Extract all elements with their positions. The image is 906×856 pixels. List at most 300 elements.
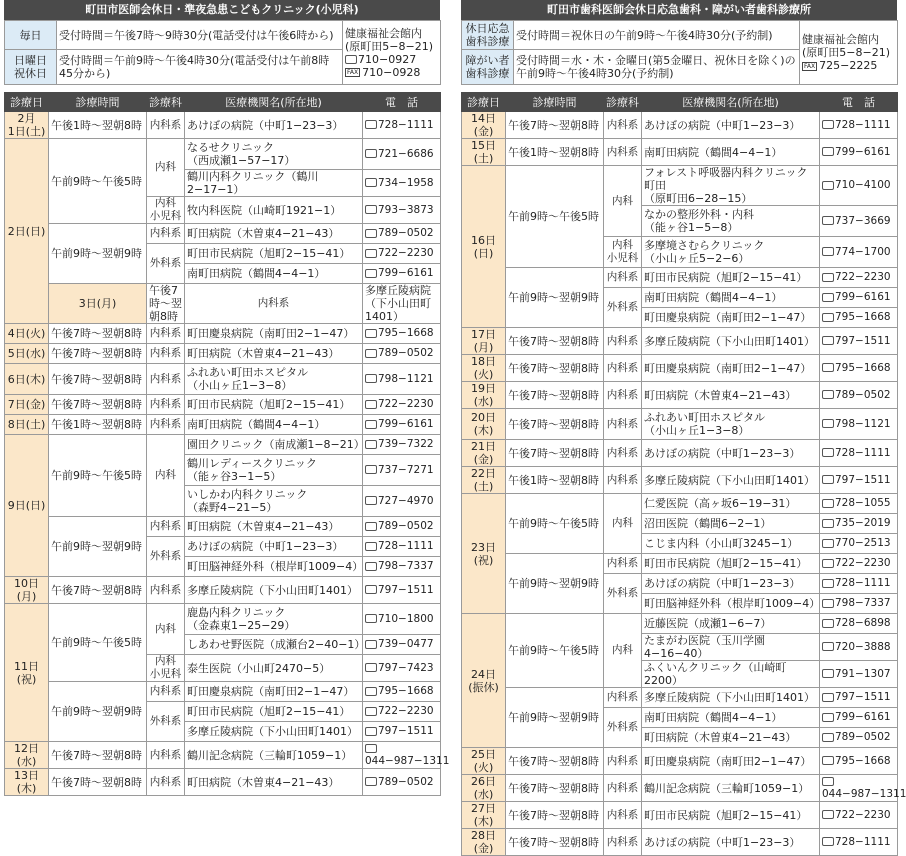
- phone-text: 735−2019: [835, 517, 891, 529]
- phone-number[interactable]: [363, 170, 441, 197]
- phone-number[interactable]: [363, 197, 441, 224]
- phone-text: 799−6161: [378, 267, 434, 279]
- contact-address: (原町田5−8−21): [802, 46, 891, 59]
- facility-name: 沼田医院（鶴間6−2−1）: [642, 514, 820, 534]
- phone-icon: [365, 249, 377, 258]
- date-cell: 27日(木): [462, 802, 506, 829]
- phone-icon: [822, 713, 834, 722]
- phone-text: 722−2230: [835, 557, 891, 569]
- phone-icon: [365, 420, 377, 429]
- phone-number[interactable]: [363, 557, 441, 577]
- phone-number[interactable]: [820, 574, 898, 594]
- department: 内科系: [604, 775, 642, 802]
- phone-text: 722−2230: [835, 808, 891, 821]
- phone-text: 797−1511: [378, 725, 434, 737]
- right-column: [461, 0, 906, 856]
- phone-text: 789−0502: [378, 775, 434, 788]
- facility-name: 多摩丘陵病院（下小山田町1401）: [642, 328, 820, 355]
- phone-text: 722−2230: [835, 271, 891, 283]
- contact-fax: FAX 725−2225: [804, 59, 878, 72]
- department: 内科系: [147, 395, 185, 415]
- facility-name: 南町田病院（鶴間4−4−1）: [185, 415, 363, 435]
- phone-text: 721−6686: [378, 147, 434, 160]
- phone-number[interactable]: [363, 577, 441, 604]
- info-label: 日曜日 祝休日: [5, 50, 57, 85]
- fax-icon: FAX: [804, 62, 816, 70]
- phone-icon: [365, 149, 377, 158]
- schedule-row: [462, 409, 898, 440]
- phone-icon: [822, 336, 834, 345]
- department: 内科: [147, 435, 185, 517]
- hours: 午前9時〜翌朝9時: [49, 517, 147, 577]
- phone-text: 728−1111: [835, 118, 891, 131]
- schedule-row: [5, 364, 441, 395]
- phone-icon: [365, 205, 377, 214]
- department: 外科系: [604, 288, 642, 328]
- contact-tel: 710−0927: [345, 53, 438, 66]
- phone-icon: [822, 120, 834, 129]
- department: 内科系: [604, 328, 642, 355]
- phone-icon: [365, 640, 377, 649]
- facility-name: 多摩丘陵病院（下小山田町1401）: [363, 284, 441, 324]
- department: 内科系: [604, 440, 642, 467]
- department: 内科系: [147, 682, 185, 702]
- phone-icon: [365, 562, 377, 571]
- phone-text: 795−1668: [835, 311, 891, 323]
- department: 内科系: [147, 742, 185, 769]
- phone-number[interactable]: [820, 688, 898, 708]
- facility-name: 鶴川記念病院（三輪町1059−1）: [642, 775, 820, 802]
- right-schedule-table: [461, 92, 906, 856]
- date-cell: 26日(水): [462, 775, 506, 802]
- phone-number[interactable]: [363, 517, 441, 537]
- phone-text: 720−3888: [835, 640, 891, 653]
- date-cell: 11日(祝): [5, 604, 49, 742]
- department: 内科系: [147, 415, 185, 435]
- facility-name: ふれあい町田ホスピタル （小山ヶ丘1−3−8）: [642, 409, 820, 440]
- phone-text: 774−1700: [835, 245, 891, 258]
- phone-number[interactable]: [820, 614, 898, 634]
- facility-name: 町田市民病院（旭町2−15−41）: [642, 554, 820, 574]
- facility-name: 鶴川内科クリニック（鶴川2−17−1）: [185, 170, 363, 197]
- facility-name: あけぼの病院（中町1−23−3）: [642, 574, 820, 594]
- phone-text: 789−0502: [378, 227, 434, 239]
- phone-text: 734−1958: [378, 176, 434, 189]
- date-cell: 15日(土): [462, 139, 506, 166]
- facility-name: 鹿島内科クリニック （金森東1−25−29）: [185, 604, 363, 635]
- phone-number[interactable]: [363, 364, 441, 395]
- phone-icon: [822, 693, 834, 702]
- phone-text: 799−6161: [835, 291, 891, 303]
- phone-number[interactable]: [363, 682, 441, 702]
- department: 外科系: [147, 537, 185, 577]
- hours: 午前9時〜午後5時: [506, 614, 604, 688]
- schedule-row: [5, 415, 441, 435]
- schedule-row: [5, 769, 441, 796]
- hours: 午後7時〜翌朝8時: [506, 829, 604, 856]
- facility-name: 多摩丘陵病院（下小山田町1401）: [185, 722, 363, 742]
- facility-name: 南町田病院（鶴間4−4−1）: [642, 288, 820, 308]
- facility-name: 町田病院（木曽東4−21−43）: [642, 728, 820, 748]
- phone-icon: [822, 363, 834, 372]
- hours: 午前9時〜翌朝9時: [506, 554, 604, 614]
- department: 内科 小児科: [147, 655, 185, 682]
- date-cell: 2月 1日(土): [5, 112, 49, 139]
- fax-icon: FAX: [347, 69, 359, 76]
- date-cell: 13日(木): [5, 769, 49, 796]
- facility-name: たまがわ医院（玉川学園4−16−40）: [642, 634, 820, 661]
- department: 内科系: [604, 139, 642, 166]
- phone-number[interactable]: [363, 264, 441, 284]
- schedule-row: [5, 682, 441, 702]
- facility-name: あけぼの病院（中町1−23−3）: [185, 112, 363, 139]
- phone-icon: [365, 496, 377, 505]
- hours: 午前9時〜午後5時: [506, 166, 604, 268]
- department: 内科系: [604, 409, 642, 440]
- phone-number[interactable]: [820, 594, 898, 614]
- phone-icon: [822, 599, 834, 608]
- department: 外科系: [604, 708, 642, 748]
- phone-text: 789−0502: [378, 347, 434, 359]
- phone-number[interactable]: [363, 112, 441, 139]
- hours: 午後7時〜翌朝8時: [506, 328, 604, 355]
- phone-number[interactable]: [820, 268, 898, 288]
- department: 内科系: [147, 112, 185, 139]
- date-cell: 3日(月): [49, 284, 147, 324]
- phone-icon: [822, 313, 834, 322]
- schedule-row: [462, 139, 898, 166]
- phone-text: 710−4100: [835, 179, 891, 191]
- phone-text: 797−1511: [835, 334, 891, 347]
- phone-icon: [365, 465, 377, 474]
- phone-icon: [365, 178, 377, 187]
- phone-number[interactable]: [363, 742, 450, 769]
- left-info-table: [4, 20, 441, 85]
- phone-number[interactable]: [363, 344, 441, 364]
- facility-name: 近藤医院（成瀬1−6−7）: [642, 614, 820, 634]
- phone-number[interactable]: [363, 486, 441, 517]
- phone-icon: [822, 733, 834, 742]
- phone-number[interactable]: [820, 328, 898, 355]
- phone-icon: [365, 687, 377, 696]
- phone-number[interactable]: [820, 382, 898, 409]
- department: 外科系: [147, 702, 185, 742]
- phone-text: 044−987−1311: [822, 788, 906, 800]
- date-cell: 2日(日): [5, 139, 49, 324]
- phone-number[interactable]: [820, 802, 898, 829]
- facility-name: 町田市民病院（旭町2−15−41）: [642, 268, 820, 288]
- phone-number[interactable]: [820, 534, 898, 554]
- department: 内科系: [604, 829, 642, 856]
- facility-name: 町田病院（木曽東4−21−43）: [185, 769, 363, 796]
- department: 内科 小児科: [604, 237, 642, 268]
- phone-number[interactable]: [820, 112, 898, 139]
- hours: 午後7時〜翌朝8時: [49, 364, 147, 395]
- department: 内科系: [604, 112, 642, 139]
- phone-number[interactable]: [820, 728, 898, 748]
- phone-text: 722−2230: [378, 705, 434, 717]
- phone-text: 797−1511: [835, 473, 891, 486]
- facility-name: 多摩丘陵病院（下小山田町1401）: [642, 467, 820, 494]
- phone-number[interactable]: [820, 440, 898, 467]
- schedule-row: [5, 324, 441, 344]
- phone-text: 797−1511: [835, 691, 891, 703]
- hours: 午後7時〜翌朝8時: [147, 284, 185, 324]
- hours: 午後7時〜翌朝8時: [506, 775, 604, 802]
- facility-name: 多摩丘陵病院（下小山田町1401）: [642, 688, 820, 708]
- info-text: 受付時間＝午前9時〜午後4時30分(電話受付は午前8時45分から): [57, 50, 343, 85]
- phone-text: 728−1111: [378, 540, 434, 552]
- schedule-row: [462, 355, 898, 382]
- phone-number[interactable]: [363, 244, 441, 264]
- phone-number[interactable]: [820, 708, 898, 728]
- phone-text: 728−1111: [835, 446, 891, 459]
- phone-icon: [822, 559, 834, 568]
- phone-number[interactable]: [820, 409, 898, 440]
- info-label: 毎日: [5, 21, 57, 50]
- facility-name: ふくいんクリニック（山崎町2200）: [642, 661, 820, 688]
- hours: 午後7時〜翌朝8時: [506, 748, 604, 775]
- column-header: 診療時間: [49, 93, 147, 112]
- phone-icon: [345, 55, 357, 64]
- department: 内科系: [604, 268, 642, 288]
- phone-number[interactable]: [820, 748, 898, 775]
- hours: 午後1時〜翌朝8時: [506, 467, 604, 494]
- phone-icon: [365, 349, 377, 358]
- facility-name: 町田慶泉病院（南町田2−1−47）: [642, 748, 820, 775]
- phone-icon: [822, 756, 834, 765]
- department: 内科系: [604, 688, 642, 708]
- phone-icon: [822, 147, 834, 156]
- phone-number[interactable]: [820, 494, 898, 514]
- date-cell: 28日(金): [462, 829, 506, 856]
- department: 内科系: [147, 224, 185, 244]
- hours: 午前9時〜翌朝9時: [506, 688, 604, 748]
- schedule-row: [462, 382, 898, 409]
- facility-name: 町田病院（木曽東4−21−43）: [642, 382, 820, 409]
- schedule-row: [462, 328, 898, 355]
- phone-text: 795−1668: [835, 361, 891, 374]
- phone-icon: [822, 448, 834, 457]
- schedule-row: [5, 395, 441, 415]
- date-cell: 21日(金): [462, 440, 506, 467]
- hours: 午後7時〜翌朝8時: [506, 409, 604, 440]
- column-header: 診療科: [147, 93, 185, 112]
- date-cell: 23日(祝): [462, 494, 506, 614]
- phone-icon: [822, 390, 834, 399]
- schedule-row: [462, 802, 898, 829]
- phone-icon: [822, 499, 834, 508]
- phone-number[interactable]: [820, 355, 898, 382]
- department: 外科系: [604, 574, 642, 614]
- phone-number[interactable]: [363, 604, 441, 635]
- facility-name: 町田慶泉病院（南町田2−1−47）: [185, 682, 363, 702]
- schedule-row: [462, 440, 898, 467]
- schedule-row: [462, 268, 898, 288]
- facility-name: 仁愛医院（高ヶ坂6−19−31）: [642, 494, 820, 514]
- phone-number[interactable]: [820, 467, 898, 494]
- phone-icon: [822, 619, 834, 628]
- date-cell: 8日(土): [5, 415, 49, 435]
- right-banner: 町田市歯科医師会休日応急歯科・障がい者歯科診療所: [461, 0, 897, 20]
- department: 内科系: [604, 355, 642, 382]
- date-cell: 6日(木): [5, 364, 49, 395]
- department: 内科: [147, 139, 185, 197]
- schedule-row: [5, 224, 441, 244]
- phone-icon: [365, 777, 377, 786]
- phone-icon: [365, 400, 377, 409]
- phone-number[interactable]: [363, 655, 441, 682]
- phone-number[interactable]: [363, 415, 441, 435]
- phone-number[interactable]: [820, 206, 898, 237]
- phone-number[interactable]: [363, 455, 441, 486]
- phone-number[interactable]: [363, 769, 441, 796]
- phone-icon: [365, 727, 377, 736]
- phone-icon: [822, 273, 834, 282]
- phone-number[interactable]: [820, 166, 898, 206]
- phone-number[interactable]: [363, 722, 441, 742]
- phone-number[interactable]: [363, 635, 441, 655]
- date-cell: 12日(水): [5, 742, 49, 769]
- hours: 午後7時〜翌朝8時: [506, 382, 604, 409]
- phone-text: 798−1121: [835, 417, 891, 430]
- hours: 午後7時〜翌朝8時: [506, 440, 604, 467]
- phone-number[interactable]: [363, 435, 441, 455]
- column-header: 診療日: [5, 93, 49, 112]
- facility-name: 鶴川レディースクリニック （能ヶ谷3−1−5）: [185, 455, 363, 486]
- phone-number[interactable]: [363, 395, 441, 415]
- phone-number[interactable]: [363, 702, 441, 722]
- schedule-row: [462, 614, 898, 634]
- phone-number[interactable]: [820, 634, 898, 661]
- schedule-row: [5, 577, 441, 604]
- phone-number[interactable]: [820, 661, 898, 688]
- date-cell: 20日(木): [462, 409, 506, 440]
- department: 内科系: [147, 517, 185, 537]
- schedule-row: [462, 166, 898, 206]
- date-cell: 16日(日): [462, 166, 506, 328]
- date-cell: 5日(水): [5, 344, 49, 364]
- facility-name: なかの整形外科・内科 （能ヶ谷1−5−8）: [642, 206, 820, 237]
- facility-name: フォレスト呼吸器内科クリニック町田 （原町田6−28−15）: [642, 166, 820, 206]
- phone-text: 795−1668: [378, 685, 434, 697]
- hours: 午後7時〜翌朝8時: [49, 769, 147, 796]
- facility-name: 町田脳神経外科（根岸町1009−4）: [642, 594, 820, 614]
- phone-text: 737−7271: [378, 463, 434, 476]
- hours: 午後7時〜翌朝8時: [506, 355, 604, 382]
- phone-icon: [365, 269, 377, 278]
- schedule-row: [5, 344, 441, 364]
- facility-name: しあわせ野医院（成瀬台2−40−1）: [185, 635, 363, 655]
- schedule-row: [462, 775, 898, 802]
- phone-text: 789−0502: [378, 520, 434, 532]
- hours: 午前9時〜翌朝9時: [49, 224, 147, 284]
- schedule-row: [462, 554, 898, 574]
- phone-text: 795−1668: [835, 754, 891, 767]
- phone-text: 727−4970: [378, 494, 434, 507]
- facility-name: 町田市民病院（旭町2−15−41）: [642, 802, 820, 829]
- info-text: 受付時間＝祝休日の午前9時〜午後4時30分(予約制): [514, 21, 800, 50]
- phone-number[interactable]: [820, 829, 898, 856]
- phone-text: 739−0477: [378, 638, 434, 650]
- phone-text: 728−1111: [835, 835, 891, 848]
- facility-name: 牧内科医院（山崎町1921−1）: [185, 197, 363, 224]
- left-column: [4, 0, 450, 796]
- department: 内科系: [604, 748, 642, 775]
- contact-name: 健康福祉会館内: [345, 26, 422, 40]
- department: 内科系: [147, 324, 185, 344]
- column-header: 医療機関名(所在地): [185, 93, 363, 112]
- phone-text: 791−1307: [835, 667, 891, 680]
- date-cell: 18日(火): [462, 355, 506, 382]
- phone-number[interactable]: [363, 537, 441, 557]
- date-cell: 24日 (振休): [462, 614, 506, 748]
- phone-icon: [365, 120, 377, 129]
- contact-name: 健康福祉会館内: [802, 33, 879, 46]
- hours: 午後1時〜翌朝8時: [506, 139, 604, 166]
- date-cell: 10日(月): [5, 577, 49, 604]
- schedule-row: [462, 467, 898, 494]
- info-text: 受付時間＝水・木・金曜日(第5金曜日、祝休日を除く)の午前9時〜午後4時30分(予約制): [514, 50, 800, 85]
- phone-icon: [365, 374, 377, 383]
- phone-text: 798−1121: [378, 372, 434, 385]
- hours: 午後7時〜翌朝8時: [49, 395, 147, 415]
- facility-name: 町田病院（木曽東4−21−43）: [185, 344, 363, 364]
- contact-address: (原町田5−8−21): [345, 39, 434, 53]
- phone-icon: [822, 419, 834, 428]
- phone-icon: [822, 475, 834, 484]
- column-header: 診療日: [462, 93, 506, 112]
- phone-text: 798−7337: [835, 597, 891, 609]
- column-header: 診療科: [604, 93, 642, 112]
- department: 内科系: [147, 577, 185, 604]
- hours: 午前9時〜午後5時: [49, 604, 147, 682]
- department: 内科系: [604, 554, 642, 574]
- phone-number[interactable]: [820, 775, 906, 802]
- department: 内科: [147, 604, 185, 655]
- facility-name: 多摩境さむらクリニック （小山ヶ丘5−2−6）: [642, 237, 820, 268]
- facility-name: 町田病院（木曽東4−21−43）: [185, 517, 363, 537]
- info-text: 受付時間＝午後7時〜9時30分(電話受付は午後6時から): [57, 21, 343, 50]
- hours: 午後7時〜翌朝8時: [506, 112, 604, 139]
- phone-icon: [822, 519, 834, 528]
- department: 内科系: [147, 364, 185, 395]
- phone-number[interactable]: [820, 237, 898, 268]
- phone-number[interactable]: [363, 224, 441, 244]
- column-header: 医療機関名(所在地): [642, 93, 820, 112]
- schedule-row: [462, 112, 898, 139]
- facility-name: 鶴川記念病院（三輪町1059−1）: [185, 742, 363, 769]
- phone-number[interactable]: [820, 139, 898, 166]
- phone-icon: [822, 293, 834, 302]
- left-schedule-table: [4, 92, 450, 796]
- facility-name: なるせクリニック （西成瀬1−57−17）: [185, 139, 363, 170]
- facility-name: あけぼの病院（中町1−23−3）: [642, 829, 820, 856]
- phone-number[interactable]: [820, 308, 898, 328]
- phone-text: 797−7423: [378, 661, 434, 674]
- schedule-row: [5, 517, 441, 537]
- phone-number[interactable]: [363, 139, 441, 170]
- phone-number[interactable]: [820, 288, 898, 308]
- phone-icon: [822, 642, 834, 651]
- phone-number[interactable]: [820, 554, 898, 574]
- phone-number[interactable]: [363, 324, 441, 344]
- phone-text: 799−6161: [378, 418, 434, 430]
- phone-text: 795−1668: [378, 327, 434, 339]
- hours: 午後7時〜翌朝8時: [49, 742, 147, 769]
- phone-number[interactable]: [820, 514, 898, 534]
- department: 内科系: [604, 802, 642, 829]
